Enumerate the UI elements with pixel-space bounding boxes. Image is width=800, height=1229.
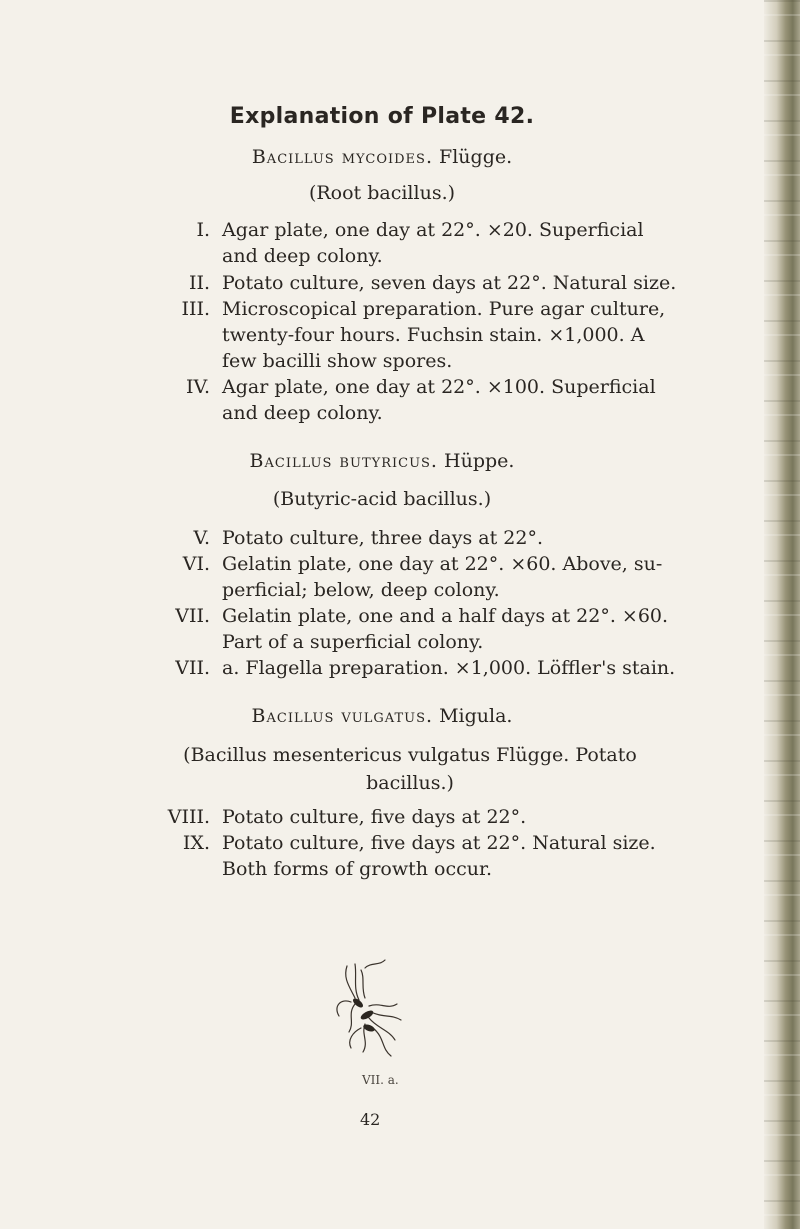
entry-line: Gelatin plate, one and a half days at 22°. ×60. [222,605,669,627]
section-heading-mycoides [0,146,764,168]
species-name: Bacillus vulgatus. [251,705,434,727]
entry-line: twenty-four hours. Fuchsin stain. ×1,000. A [222,324,645,346]
entry-number: II. [188,272,210,294]
entry-line: few bacilli show spores. [222,350,453,372]
page-edge [764,0,800,1229]
entry-number: I. [196,219,210,241]
entry-text [222,551,722,603]
entry-line: Agar plate, one day at 22°. ×100. Superficial [222,376,656,398]
entry-text [222,830,722,882]
entry-number: III. [181,298,210,320]
entry-number: IX. [182,832,210,854]
entry-text [222,270,722,296]
entry-number: VII. [175,657,210,679]
entry-line: Both forms of growth occur. [222,858,493,880]
entry-text [222,374,722,426]
entry-number: VI. [182,553,210,575]
entry-line: Part of a superficial colony. [222,631,484,653]
entry-line: Potato culture, seven days at 22°. Natural size. [222,272,677,294]
entry-line: and deep colony. [222,402,383,424]
species-author: Flügge. [439,146,513,168]
entry-line: Potato culture, three days at 22°. [222,527,543,549]
species-author: Migula. [439,705,513,727]
entry-line: Microscopical preparation. Pure agar culture, [222,298,666,320]
species-author: Hüppe. [444,450,515,472]
entry-line: Agar plate, one day at 22°. ×20. Superficial [222,219,644,241]
section-heading-vulgatus [0,705,764,727]
entry-line: a. Flagella preparation. ×1,000. Löffler's stain. [222,657,676,679]
subtitle-line: bacillus.) [366,772,454,794]
species-name: Bacillus butyricus. [249,450,438,472]
section-subtitle [160,741,660,797]
flagella-figure [325,958,420,1063]
entry-text [222,525,722,551]
entry-number: VII. [175,605,210,627]
figure-caption: VII. a. [362,1073,399,1087]
page-title: Explanation of Plate 42. [229,104,535,129]
entry-text [222,804,722,830]
entry-number: V. [193,527,210,549]
section-heading-butyricus [0,450,764,472]
entry-line: Potato culture, five days at 22°. [222,806,527,828]
page-number: 42 [360,1110,381,1129]
entry-number: IV. [186,376,210,398]
subtitle-line: (Bacillus mesentericus vulgatus Flügge. Potato [183,744,637,766]
entry-text [222,217,722,269]
entry-text [222,296,722,374]
species-name: Bacillus mycoides. [251,146,433,168]
entry-text [222,603,722,655]
section-subtitle: (Root bacillus.) [308,182,456,204]
entry-number: VIII. [167,806,210,828]
entry-line: and deep colony. [222,245,383,267]
entry-line: Gelatin plate, one day at 22°. ×60. Above, su- [222,553,663,575]
entry-text [222,655,722,681]
entry-line: Potato culture, five days at 22°. Natural size. [222,832,656,854]
section-subtitle: (Butyric-acid bacillus.) [272,488,492,510]
entry-line: perficial; below, deep colony. [222,579,500,601]
